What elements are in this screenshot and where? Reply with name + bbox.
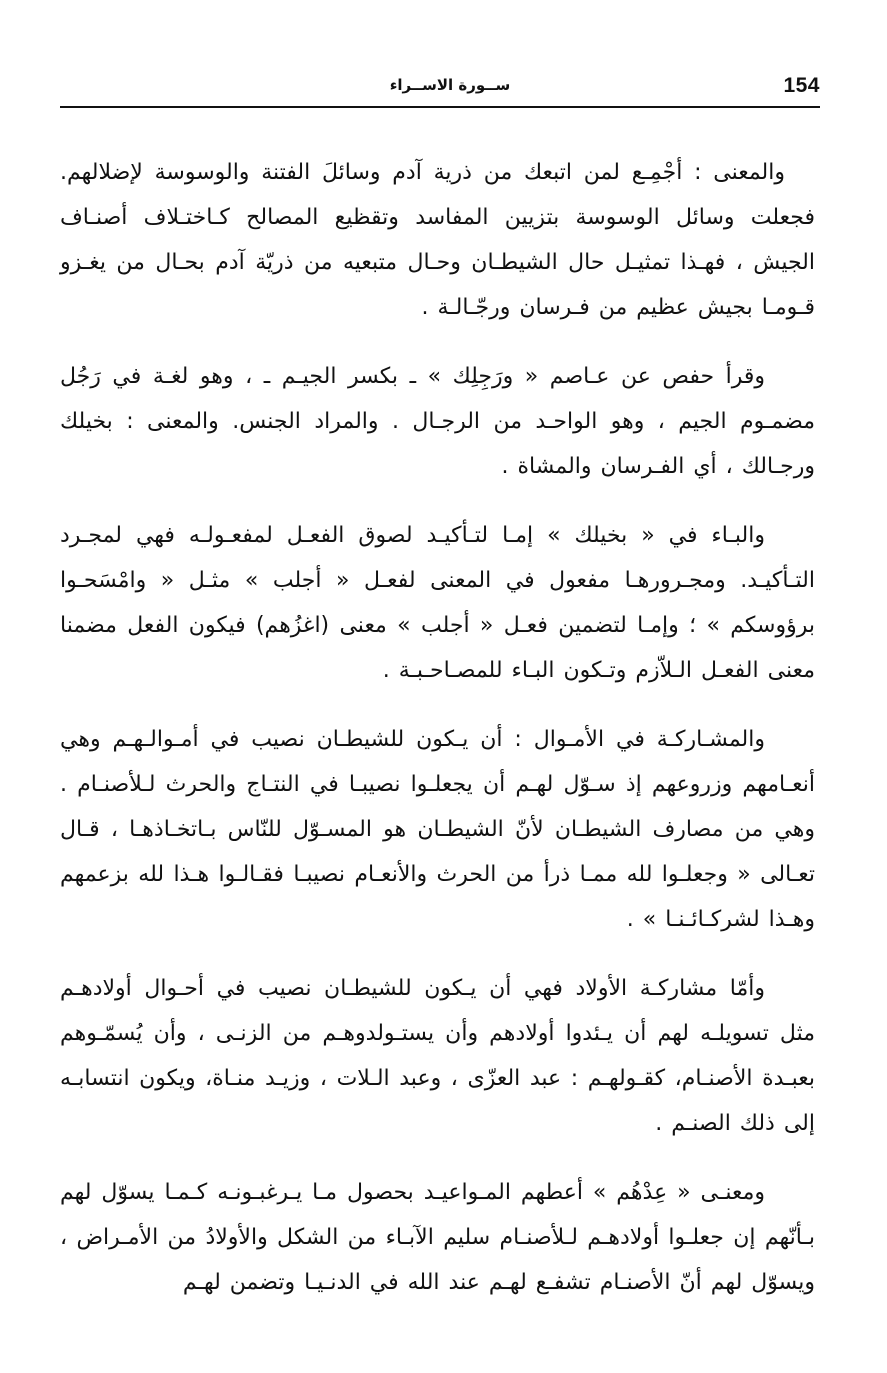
body-text: [60, 150, 815, 1329]
paragraph: والمعنى : أجْمِـع لمن اتبعك من ذرية آدم وسائلَ الفتنة والوسوسة لإضلالهم. فجعلت وسائل الوسوسة بتزيين المفاسد وتقظيع المصالح كـاختـلاف أصنـاف الجيش ، فهـذا تمثيـل حال الشيطـان وحـال متبعيه من ذريّة آدم بحـال من يغـزو قـومـا بجيش عظيم من فـرسان ورجّـالـة .: [60, 160, 815, 320]
paragraph: وأمّا مشاركـة الأولاد فهي أن يـكون للشيطـان نصيب في أحـوال أولادهـم مثل تسويلـه لهم أن يـئدوا أولادهم وأن يستـولدوهـم من الزنـى ، وأن يُسمّـوهم بعبـدة الأصنـام، كقـولهـم : عبد العزّى ، وعبد الـلات ، وزيـد منـاة، ويكون انتسابـه إلى ذلك الصنـم .: [60, 976, 815, 1136]
page-header: [60, 70, 820, 110]
paragraph: ومعنـى « عِدْهُم » أعطهم المـواعيـد بحصول مـا يـرغبـونـه كـمـا يسوّل لهم بـأنّهم إن جعلـوا أولادهـم لـلأصنـام سليم الآبـاء من الشكل والأولادُ من الأمـراض ، ويسوّل لهم أنّ الأصنـام تشفـع لهـم عند الله في الدنـيـا وتضمن لهـم: [60, 1180, 815, 1295]
running-title: ســورة الاســراء: [389, 76, 511, 94]
header-divider: [60, 106, 820, 108]
paragraph: والمشـاركـة في الأمـوال : أن يـكون للشيطـان نصيب في أمـوالـهـم وهي أنعـامهم وزروعهم إذ سـوّل لهـم أن يجعلـوا نصيبـا في النتـاج والحرث لـلأصنـام . وهي من مصارف الشيطـان لأنّ الشيطـان هو المسـوّل للنّاس بـاتخـاذهـا ، قـال تعـالى « وجعلـوا لله ممـا ذرأ من الحرث والأنعـام نصيبـا فقـالـوا هـذا لله بزعمهم وهـذا لشركـائـنـا » .: [60, 727, 815, 932]
paragraph: وقرأ حفص عن عـاصم « ورَجِلِك » ـ بكسر الجيـم ـ ، وهو لغـة في رَجُل مضمـوم الجيم ، وهو الواحـد من الرجـال . والمراد الجنس. والمعنى : بخيلك ورجـالك ، أي الفـرسان والمشاة .: [60, 364, 815, 479]
paragraph: والبـاء في « بخيلك » إمـا لتـأكيـد لصوق الفعـل لمفعـولـه فهي لمجـرد التـأكيـد. ومجـرورهـا مفعول في المعنى لفعـل « أجلب » مثـل « وامْسَحـوا برؤوسكم » ؛ وإمـا لتضمين فعـل « أجلب » معنى (اغزُهم) فيكون الفعل مضمنا معنى الفعـل الـلاّزم وتـكون البـاء للمصـاحـبـة .: [60, 523, 815, 683]
page-number: 154: [783, 74, 820, 97]
